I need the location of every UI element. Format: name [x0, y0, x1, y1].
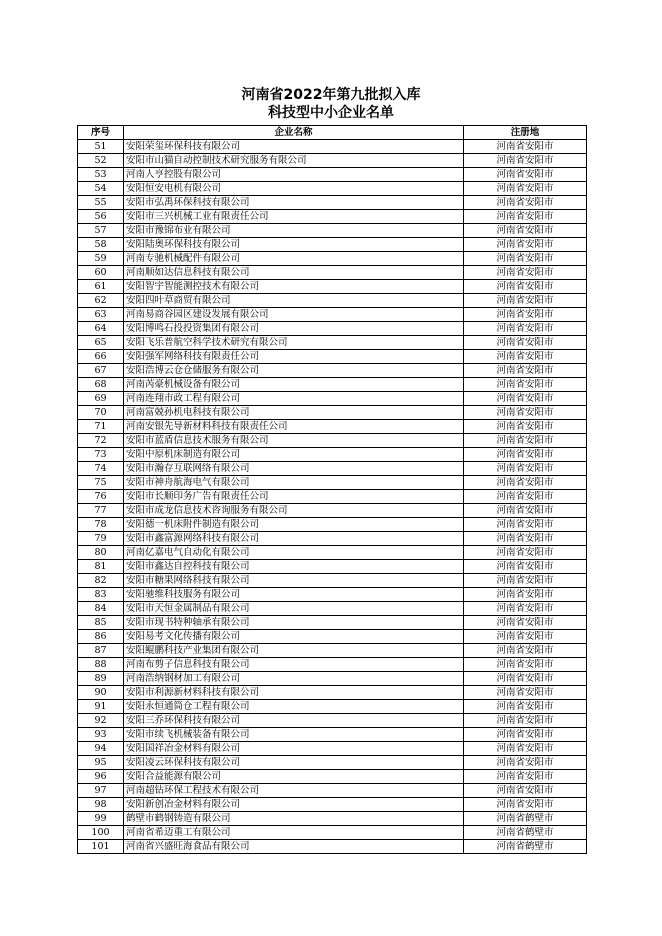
registered-location-cell: 河南省安阳市	[464, 546, 587, 560]
company-name-cell: 安阳德一机床附件制造有限公司	[124, 518, 464, 532]
table-row	[78, 798, 587, 812]
registered-location-cell: 河南省安阳市	[464, 350, 587, 364]
table-row	[78, 742, 587, 756]
registered-location-cell: 河南省安阳市	[464, 756, 587, 770]
registered-location-cell: 河南省安阳市	[464, 560, 587, 574]
company-name-cell: 河南芮豪机械设备有限公司	[124, 378, 464, 392]
company-name-cell: 河南易商谷园区建设发展有限公司	[124, 308, 464, 322]
table-body	[78, 140, 587, 854]
serial-number-cell: 66	[78, 350, 124, 364]
serial-number-cell: 84	[78, 602, 124, 616]
serial-number-cell: 70	[78, 406, 124, 420]
registered-location-cell: 河南省安阳市	[464, 280, 587, 294]
company-name-cell: 安阳市成龙信息技术咨询服务有限公司	[124, 504, 464, 518]
table-row	[78, 588, 587, 602]
company-name-cell: 安阳新创冶金材料有限公司	[124, 798, 464, 812]
table-row	[78, 770, 587, 784]
table-row	[78, 504, 587, 518]
registered-location-cell: 河南省安阳市	[464, 630, 587, 644]
company-name-cell: 安阳市弘禹环保科技有限公司	[124, 196, 464, 210]
registered-location-cell: 河南省安阳市	[464, 602, 587, 616]
serial-number-cell: 94	[78, 742, 124, 756]
table-row	[78, 630, 587, 644]
table-header-row	[78, 126, 587, 140]
serial-number-cell: 54	[78, 182, 124, 196]
registered-location-cell: 河南省安阳市	[464, 364, 587, 378]
registered-location-cell: 河南省安阳市	[464, 462, 587, 476]
registered-location-cell: 河南省安阳市	[464, 714, 587, 728]
company-name-cell: 安阳恒安电机有限公司	[124, 182, 464, 196]
table-row	[78, 168, 587, 182]
table-row	[78, 840, 587, 854]
table-row	[78, 252, 587, 266]
registered-location-cell: 河南省安阳市	[464, 252, 587, 266]
table-row	[78, 336, 587, 350]
registered-location-cell: 河南省安阳市	[464, 742, 587, 756]
registered-location-cell: 河南省安阳市	[464, 798, 587, 812]
table-row	[78, 462, 587, 476]
table-row	[78, 784, 587, 798]
registered-location-cell: 河南省安阳市	[464, 448, 587, 462]
serial-number-cell: 90	[78, 686, 124, 700]
registered-location-cell: 河南省安阳市	[464, 406, 587, 420]
table-row	[78, 364, 587, 378]
registered-location-cell: 河南省安阳市	[464, 686, 587, 700]
registered-location-cell: 河南省鹤壁市	[464, 812, 587, 826]
company-name-cell: 安阳鲲鹏科技产业集团有限公司	[124, 644, 464, 658]
company-name-cell: 安阳强军网络科技有限责任公司	[124, 350, 464, 364]
table-row	[78, 560, 587, 574]
table-row	[78, 616, 587, 630]
company-name-cell: 安阳荣玺环保科技有限公司	[124, 140, 464, 154]
table-row	[78, 140, 587, 154]
table-row	[78, 182, 587, 196]
company-name-cell: 安阳中原机床制造有限公司	[124, 448, 464, 462]
registered-location-cell: 河南省安阳市	[464, 644, 587, 658]
serial-number-cell: 85	[78, 616, 124, 630]
table-row	[78, 392, 587, 406]
table-row	[78, 210, 587, 224]
serial-number-cell: 91	[78, 700, 124, 714]
registered-location-cell: 河南省安阳市	[464, 434, 587, 448]
table-row	[78, 700, 587, 714]
registered-location-cell: 河南省安阳市	[464, 308, 587, 322]
company-name-cell: 河南超钻环保工程技术有限公司	[124, 784, 464, 798]
serial-number-cell: 95	[78, 756, 124, 770]
serial-number-cell: 61	[78, 280, 124, 294]
table-row	[78, 420, 587, 434]
serial-number-cell: 63	[78, 308, 124, 322]
serial-number-cell: 80	[78, 546, 124, 560]
registered-location-cell: 河南省安阳市	[464, 140, 587, 154]
table-row	[78, 406, 587, 420]
table-row	[78, 308, 587, 322]
serial-number-cell: 73	[78, 448, 124, 462]
table-row	[78, 280, 587, 294]
registered-location-cell: 河南省安阳市	[464, 224, 587, 238]
serial-number-cell: 56	[78, 210, 124, 224]
registered-location-cell: 河南省安阳市	[464, 420, 587, 434]
registered-location-cell: 河南省安阳市	[464, 238, 587, 252]
serial-number-cell: 67	[78, 364, 124, 378]
serial-number-cell: 81	[78, 560, 124, 574]
header-company-name: 企业名称	[124, 126, 464, 140]
company-name-cell: 安阳凌云环保科技有限公司	[124, 756, 464, 770]
serial-number-cell: 58	[78, 238, 124, 252]
registered-location-cell: 河南省安阳市	[464, 728, 587, 742]
company-name-cell: 安阳市鑫富源网络科技有限公司	[124, 532, 464, 546]
serial-number-cell: 59	[78, 252, 124, 266]
table-row	[78, 532, 587, 546]
company-name-cell: 安阳市长顺印务广告有限责任公司	[124, 490, 464, 504]
company-name-cell: 河南布剪子信息科技有限公司	[124, 658, 464, 672]
serial-number-cell: 79	[78, 532, 124, 546]
page-title: 河南省2022年第九批拟入库	[241, 87, 421, 103]
company-name-cell: 安阳永恒通筒仓工程有限公司	[124, 700, 464, 714]
table-row	[78, 154, 587, 168]
table-row	[78, 826, 587, 840]
table-row	[78, 658, 587, 672]
table-row	[78, 448, 587, 462]
header-registered-location: 注册地	[464, 126, 587, 140]
serial-number-cell: 89	[78, 672, 124, 686]
serial-number-cell: 74	[78, 462, 124, 476]
serial-number-cell: 52	[78, 154, 124, 168]
company-name-cell: 安阳市神舟航海电气有限公司	[124, 476, 464, 490]
company-name-cell: 安阳博鸣石投投资集团有限公司	[124, 322, 464, 336]
serial-number-cell: 92	[78, 714, 124, 728]
company-name-cell: 河南连翔市政工程有限公司	[124, 392, 464, 406]
serial-number-cell: 55	[78, 196, 124, 210]
serial-number-cell: 86	[78, 630, 124, 644]
serial-number-cell: 76	[78, 490, 124, 504]
registered-location-cell: 河南省安阳市	[464, 574, 587, 588]
company-name-cell: 安阳市现书特种轴承有限公司	[124, 616, 464, 630]
company-name-cell: 河南安银先导新材料科技有限责任公司	[124, 420, 464, 434]
serial-number-cell: 72	[78, 434, 124, 448]
company-name-cell: 安阳市蓝盾信息技术服务有限公司	[124, 434, 464, 448]
serial-number-cell: 97	[78, 784, 124, 798]
table-row	[78, 672, 587, 686]
table-row	[78, 602, 587, 616]
serial-number-cell: 60	[78, 266, 124, 280]
table-row	[78, 686, 587, 700]
registered-location-cell: 河南省安阳市	[464, 392, 587, 406]
table-row	[78, 644, 587, 658]
company-name-cell: 安阳市瀚存互联网络有限公司	[124, 462, 464, 476]
company-name-cell: 安阳市续飞机械装备有限公司	[124, 728, 464, 742]
registered-location-cell: 河南省安阳市	[464, 588, 587, 602]
company-name-cell: 安阳市三兴机械工业有限责任公司	[124, 210, 464, 224]
company-name-cell: 安阳市豫锦布业有限公司	[124, 224, 464, 238]
registered-location-cell: 河南省安阳市	[464, 518, 587, 532]
serial-number-cell: 99	[78, 812, 124, 826]
serial-number-cell: 88	[78, 658, 124, 672]
company-name-cell: 安阳市山猫自动控制技术研究服务有限公司	[124, 154, 464, 168]
registered-location-cell: 河南省鹤壁市	[464, 840, 587, 854]
serial-number-cell: 65	[78, 336, 124, 350]
serial-number-cell: 77	[78, 504, 124, 518]
serial-number-cell: 83	[78, 588, 124, 602]
serial-number-cell: 68	[78, 378, 124, 392]
company-name-cell: 河南专驰机械配件有限公司	[124, 252, 464, 266]
table-row	[78, 518, 587, 532]
company-name-cell: 安阳国祥冶金材料有限公司	[124, 742, 464, 756]
registered-location-cell: 河南省安阳市	[464, 700, 587, 714]
company-name-cell: 安阳飞乐普航空科学技术研究有限公司	[124, 336, 464, 350]
table-row	[78, 224, 587, 238]
company-name-cell: 河南省希迈重工有限公司	[124, 826, 464, 840]
serial-number-cell: 101	[78, 840, 124, 854]
table-row	[78, 294, 587, 308]
registered-location-cell: 河南省安阳市	[464, 210, 587, 224]
serial-number-cell: 82	[78, 574, 124, 588]
registered-location-cell: 河南省安阳市	[464, 378, 587, 392]
table-row	[78, 490, 587, 504]
table-row	[78, 714, 587, 728]
table-row	[78, 756, 587, 770]
serial-number-cell: 98	[78, 798, 124, 812]
table-row	[78, 196, 587, 210]
serial-number-cell: 71	[78, 420, 124, 434]
registered-location-cell: 河南省安阳市	[464, 168, 587, 182]
company-name-cell: 安阳市糖果网络科技有限公司	[124, 574, 464, 588]
registered-location-cell: 河南省安阳市	[464, 616, 587, 630]
table-row	[78, 476, 587, 490]
table-row	[78, 266, 587, 280]
table-row	[78, 728, 587, 742]
serial-number-cell: 51	[78, 140, 124, 154]
serial-number-cell: 93	[78, 728, 124, 742]
table-row	[78, 238, 587, 252]
company-name-cell: 安阳智宇智能测控技术有限公司	[124, 280, 464, 294]
serial-number-cell: 100	[78, 826, 124, 840]
company-name-cell: 安阳合益能源有限公司	[124, 770, 464, 784]
company-name-cell: 安阳驰维科技服务有限公司	[124, 588, 464, 602]
serial-number-cell: 53	[78, 168, 124, 182]
registered-location-cell: 河南省安阳市	[464, 490, 587, 504]
company-name-cell: 安阳易考文化传播有限公司	[124, 630, 464, 644]
company-name-cell: 安阳浩博云仓仓储服务有限公司	[124, 364, 464, 378]
registered-location-cell: 河南省安阳市	[464, 672, 587, 686]
company-name-cell: 河南人亨控股有限公司	[124, 168, 464, 182]
registered-location-cell: 河南省安阳市	[464, 196, 587, 210]
table-row	[78, 322, 587, 336]
serial-number-cell: 57	[78, 224, 124, 238]
registered-location-cell: 河南省安阳市	[464, 266, 587, 280]
company-name-cell: 河南省兴盛旺海食品有限公司	[124, 840, 464, 854]
serial-number-cell: 75	[78, 476, 124, 490]
company-name-cell: 安阳四叶草商贸有限公司	[124, 294, 464, 308]
table-row	[78, 546, 587, 560]
registered-location-cell: 河南省鹤壁市	[464, 826, 587, 840]
page-subtitle: 科技型中小企业名单	[268, 105, 394, 121]
company-name-cell: 安阳三乔环保科技有限公司	[124, 714, 464, 728]
serial-number-cell: 96	[78, 770, 124, 784]
header-serial-number: 序号	[78, 126, 124, 140]
company-name-cell: 安阳市利源新材料科技有限公司	[124, 686, 464, 700]
company-name-cell: 河南亿嘉电气自动化有限公司	[124, 546, 464, 560]
serial-number-cell: 62	[78, 294, 124, 308]
registered-location-cell: 河南省安阳市	[464, 336, 587, 350]
serial-number-cell: 64	[78, 322, 124, 336]
company-name-cell: 河南顺如达信息科技有限公司	[124, 266, 464, 280]
registered-location-cell: 河南省安阳市	[464, 504, 587, 518]
registered-location-cell: 河南省安阳市	[464, 322, 587, 336]
table-row	[78, 434, 587, 448]
company-name-cell: 安阳市天恒金属制品有限公司	[124, 602, 464, 616]
table-row	[78, 812, 587, 826]
registered-location-cell: 河南省安阳市	[464, 154, 587, 168]
registered-location-cell: 河南省安阳市	[464, 532, 587, 546]
table-row	[78, 350, 587, 364]
registered-location-cell: 河南省安阳市	[464, 658, 587, 672]
serial-number-cell: 69	[78, 392, 124, 406]
company-table	[77, 125, 587, 854]
company-name-cell: 鹤壁市鹤钢铸造有限公司	[124, 812, 464, 826]
company-name-cell: 安阳陆奥环保科技有限公司	[124, 238, 464, 252]
registered-location-cell: 河南省安阳市	[464, 182, 587, 196]
registered-location-cell: 河南省安阳市	[464, 770, 587, 784]
registered-location-cell: 河南省安阳市	[464, 294, 587, 308]
serial-number-cell: 87	[78, 644, 124, 658]
company-name-cell: 河南富兢孙机电科技有限公司	[124, 406, 464, 420]
table-row	[78, 574, 587, 588]
company-name-cell: 安阳市鑫达自控科技有限公司	[124, 560, 464, 574]
company-name-cell: 河南浩纳钢材加工有限公司	[124, 672, 464, 686]
table-row	[78, 378, 587, 392]
serial-number-cell: 78	[78, 518, 124, 532]
registered-location-cell: 河南省安阳市	[464, 784, 587, 798]
registered-location-cell: 河南省安阳市	[464, 476, 587, 490]
